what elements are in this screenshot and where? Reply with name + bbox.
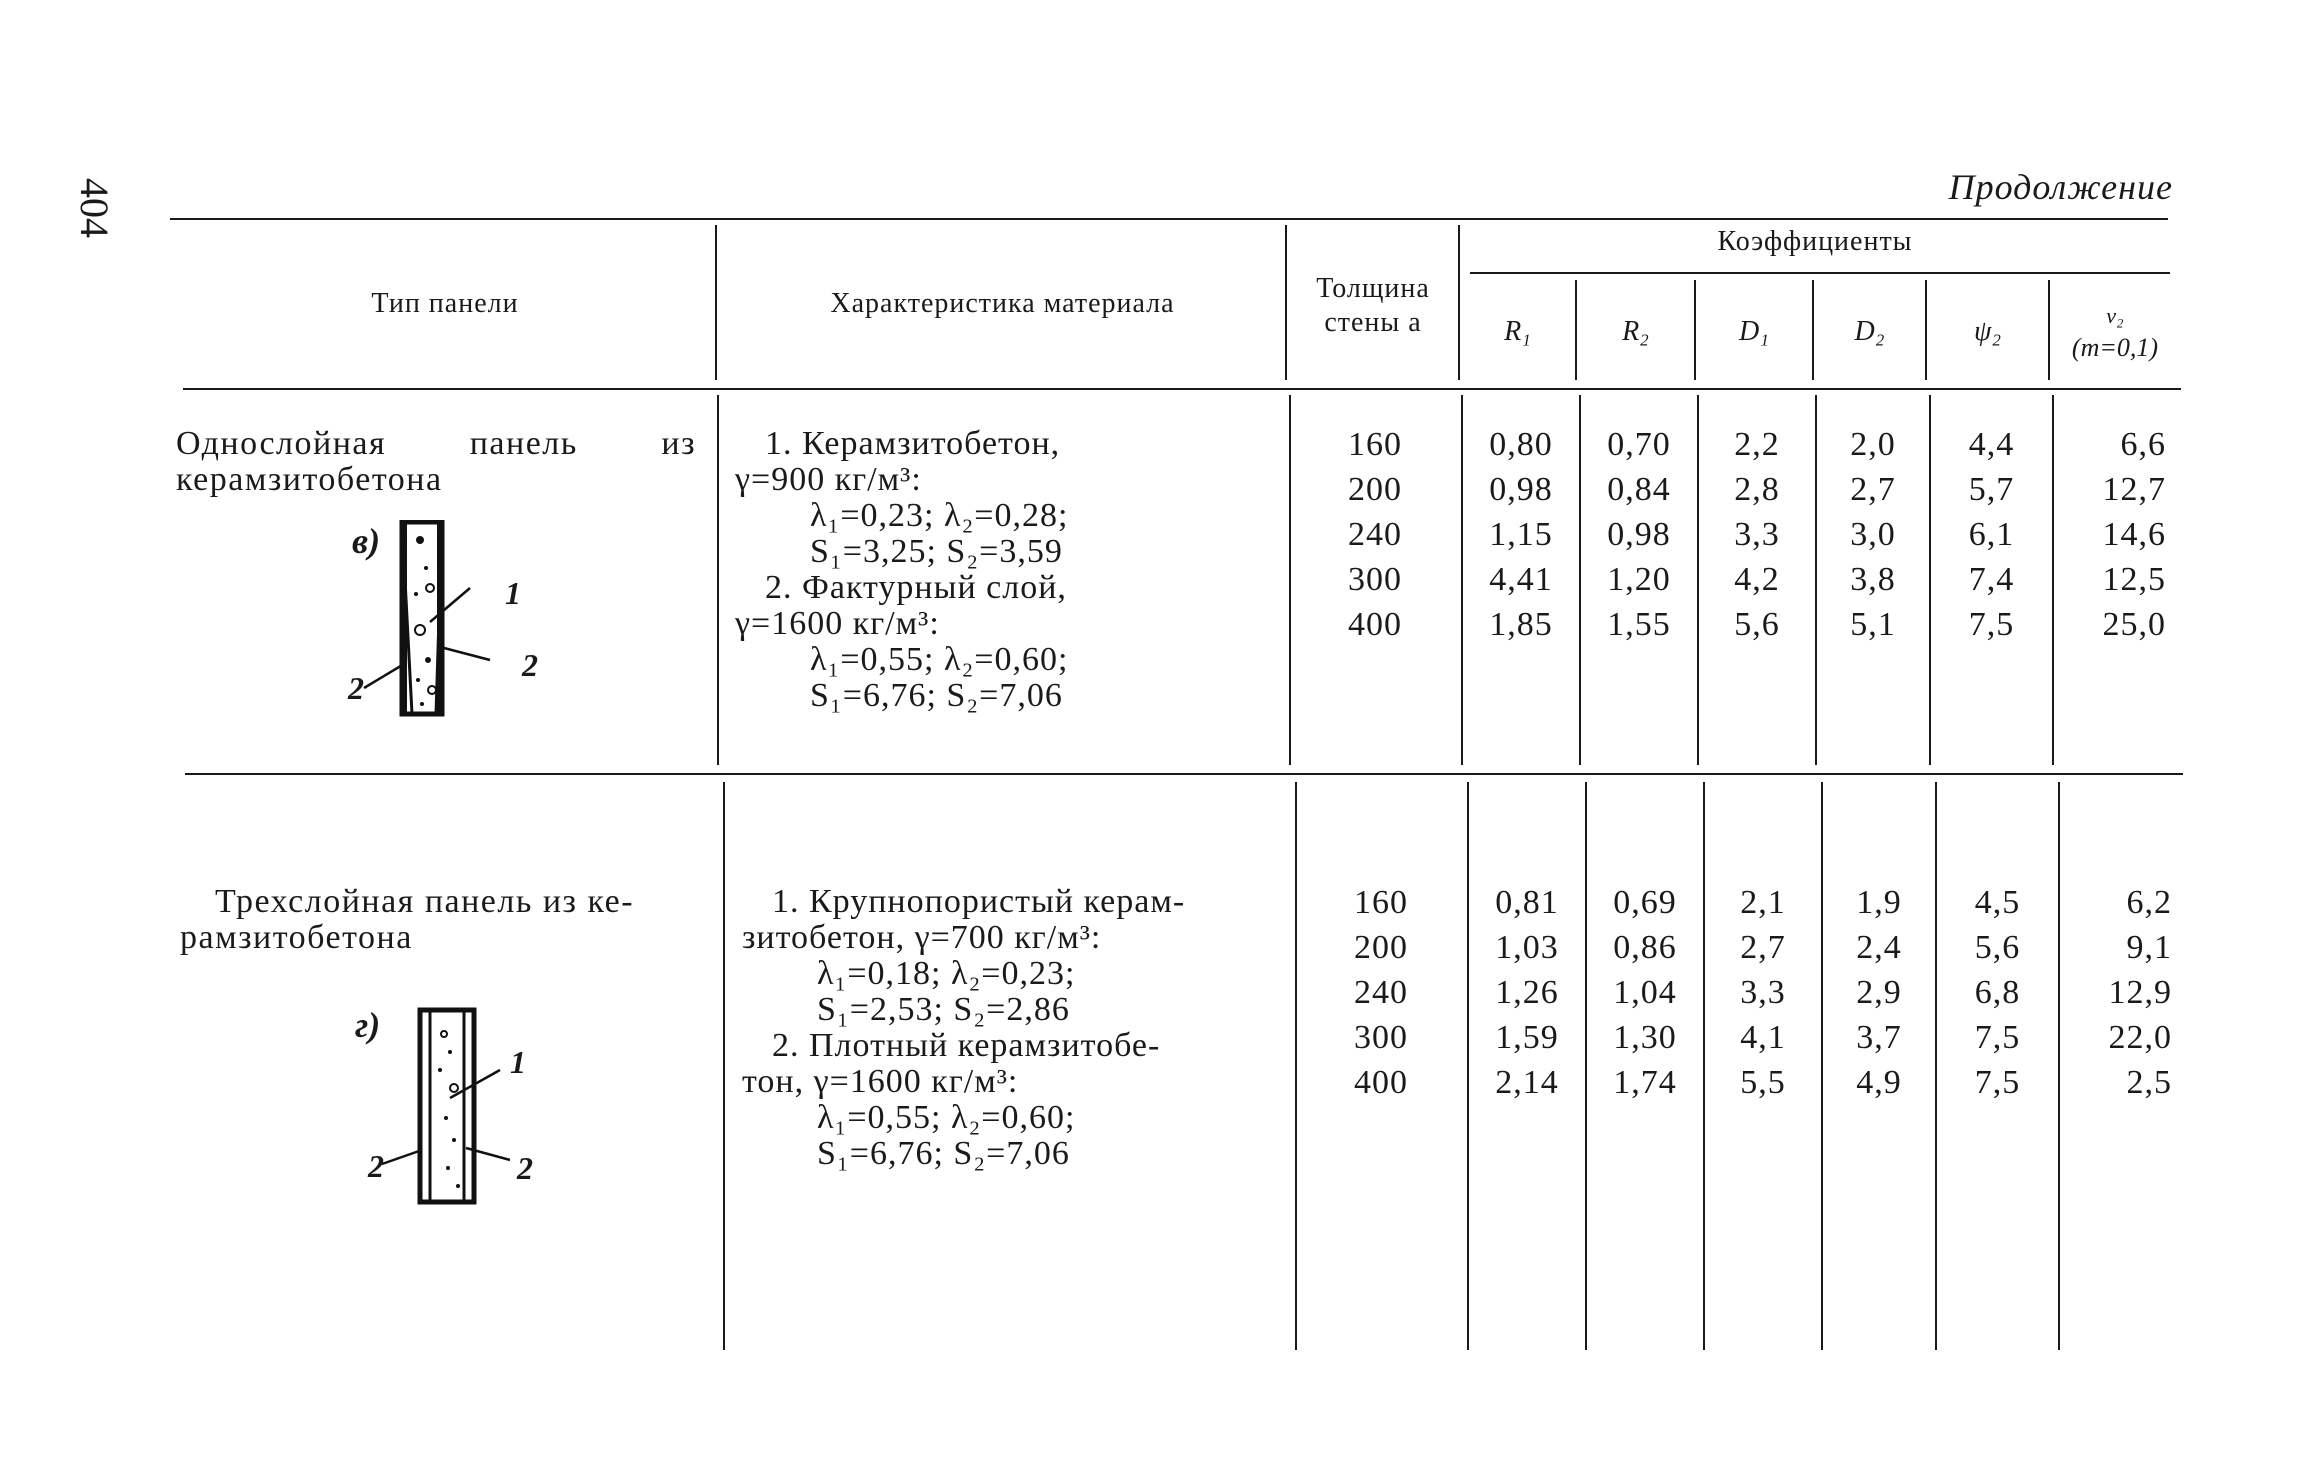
row2-thickness: 160 — [1354, 884, 1408, 921]
header-panel-type: Тип панели — [371, 288, 519, 319]
row2-d1: 2,7 — [1740, 929, 1786, 966]
row1-thickness: 400 — [1348, 606, 1402, 643]
row2-d2: 4,9 — [1856, 1064, 1902, 1101]
row1-thickness-col — [1291, 422, 1459, 647]
row2-thickness: 300 — [1354, 1019, 1408, 1056]
row1-material-line: S₁=6,76; S₂=7,06 — [810, 677, 1063, 714]
row2-d1: 4,1 — [1740, 1019, 1786, 1056]
row1-material-line: 2. Фактурный слой, — [765, 569, 1067, 606]
row1-r2: 0,70 — [1607, 426, 1671, 463]
row1-r2: 1,20 — [1607, 561, 1671, 598]
row2-r1: 0,81 — [1495, 884, 1559, 921]
row2-callout-1: 1 — [510, 1044, 526, 1080]
row1-d2: 3,0 — [1850, 516, 1896, 553]
row1-psi2: 7,5 — [1968, 606, 2015, 643]
header-col-r1: R₁ — [1504, 316, 1531, 347]
row-col-divider — [717, 395, 719, 765]
row2-material-line: S₁=6,76; S₂=7,06 — [817, 1135, 1070, 1172]
row2-material-line: 1. Крупнопористый керам- — [772, 883, 1186, 920]
row1-nu2: 6,6 — [2120, 426, 2166, 463]
row2-thickness: 240 — [1354, 974, 1408, 1011]
row1-material-line: γ=900 кг/м³: — [735, 461, 922, 498]
row1-d1-col — [1699, 422, 1815, 647]
row2-figure-label: г) — [355, 1005, 381, 1045]
table-top-rule — [170, 218, 2168, 220]
row2-callout-2-right: 2 — [517, 1150, 533, 1186]
row1-psi2: 5,7 — [1968, 471, 2015, 508]
row2-material — [742, 884, 1282, 1172]
row1-panel-type — [176, 426, 696, 498]
header-col-psi2: ψ₂ — [1973, 316, 2002, 347]
row1-r1: 0,98 — [1489, 471, 1553, 508]
row2-d2: 2,9 — [1856, 974, 1902, 1011]
row2-d1: 2,1 — [1740, 884, 1786, 921]
row1-panel-section-figure — [340, 520, 540, 720]
header-col-nu2 — [2050, 300, 2180, 364]
row1-r1: 1,85 — [1489, 606, 1553, 643]
row2-r2: 1,04 — [1613, 974, 1677, 1011]
row1-psi2: 4,4 — [1968, 426, 2015, 463]
row2-nu2: 6,2 — [2126, 884, 2172, 921]
row1-panel-type-line2: керамзитобетона — [176, 461, 443, 498]
row2-r2-col — [1587, 880, 1703, 1105]
header-coefficients: Коэффициенты — [1717, 226, 1913, 257]
row2-r1-col — [1469, 880, 1585, 1105]
header-thickness — [1288, 272, 1458, 340]
row1-thickness: 160 — [1348, 426, 1402, 463]
row2-d2: 1,9 — [1856, 884, 1902, 921]
row1-d2-col — [1817, 422, 1929, 647]
row2-nu2: 2,5 — [2126, 1064, 2172, 1101]
row1-material-line: 1. Керамзитобетон, — [765, 425, 1061, 462]
row1-d1: 2,2 — [1734, 426, 1780, 463]
row2-material-line: тон, γ=1600 кг/м³: — [742, 1063, 1019, 1100]
row1-nu2: 12,5 — [2102, 561, 2166, 598]
header-thickness-line2: стены а — [1324, 307, 1422, 338]
row2-d1-col — [1705, 880, 1821, 1105]
row2-callout-2-left: 2 — [368, 1148, 384, 1184]
row1-psi2: 6,1 — [1968, 516, 2015, 553]
header-col-nu2-symbol: ν₂ — [2106, 303, 2124, 328]
row2-psi2: 4,5 — [1974, 884, 2021, 921]
row2-d1: 3,3 — [1740, 974, 1786, 1011]
row1-material-line: λ₁=0,23; λ₂=0,28; — [810, 497, 1069, 534]
row2-psi2-col — [1937, 880, 2058, 1105]
row1-nu2: 14,6 — [2102, 516, 2166, 553]
row2-nu2: 9,1 — [2126, 929, 2172, 966]
header-bottom-rule — [183, 388, 2181, 390]
row1-d1: 3,3 — [1734, 516, 1780, 553]
row1-r1: 1,15 — [1489, 516, 1553, 553]
row2-d1: 5,5 — [1740, 1064, 1786, 1101]
row2-psi2: 7,5 — [1974, 1064, 2021, 1101]
row1-r2: 1,55 — [1607, 606, 1671, 643]
row2-psi2: 5,6 — [1974, 929, 2021, 966]
header-col-nu2-condition: (m=0,1) — [2071, 333, 2159, 362]
row1-r1: 4,41 — [1489, 561, 1553, 598]
row1-callout-2-left: 2 — [348, 670, 364, 706]
row1-material — [735, 426, 1275, 714]
row2-r2: 0,69 — [1613, 884, 1677, 921]
row1-material-line: λ₁=0,55; λ₂=0,60; — [810, 641, 1069, 678]
row2-material-line: 2. Плотный керамзитобе- — [772, 1027, 1161, 1064]
row1-d1: 5,6 — [1734, 606, 1780, 643]
header-col-r2: R₂ — [1622, 316, 1649, 347]
row1-d2: 5,1 — [1850, 606, 1896, 643]
header-col-d2: D₂ — [1854, 316, 1885, 347]
row2-thickness-col — [1297, 880, 1465, 1105]
row1-thickness: 300 — [1348, 561, 1402, 598]
row1-psi2: 7,4 — [1968, 561, 2015, 598]
row1-nu2: 25,0 — [2102, 606, 2166, 643]
header-col-divider — [1285, 225, 1287, 380]
row2-material-line: зитобетон, γ=700 кг/м³: — [742, 919, 1102, 956]
header-material: Характеристика материала — [830, 288, 1175, 319]
header-col-divider — [715, 225, 717, 380]
row1-panel-type-line1: Однослойная панель из — [176, 425, 696, 462]
row2-psi2: 6,8 — [1974, 974, 2021, 1011]
row-col-divider — [723, 782, 725, 1350]
row2-r1: 2,14 — [1495, 1064, 1559, 1101]
coefficients-subrule — [1470, 272, 2170, 274]
row1-r2: 0,98 — [1607, 516, 1671, 553]
row1-d2: 2,7 — [1850, 471, 1896, 508]
row2-r2: 1,30 — [1613, 1019, 1677, 1056]
row2-r1: 1,26 — [1495, 974, 1559, 1011]
header-col-d1: D₁ — [1739, 316, 1769, 347]
row2-d2: 2,4 — [1856, 929, 1902, 966]
row2-thickness: 400 — [1354, 1064, 1408, 1101]
row2-r2: 1,74 — [1613, 1064, 1677, 1101]
row2-nu2: 22,0 — [2108, 1019, 2172, 1056]
row1-r1-col — [1463, 422, 1579, 647]
continuation-label: Продолжение — [1948, 167, 2173, 207]
row2-panel-type-line1: Трехслойная панель из ке- — [215, 883, 635, 920]
row2-panel-type-line2: рамзитобетона — [180, 919, 413, 956]
row2-d2-col — [1823, 880, 1935, 1105]
row1-d2: 3,8 — [1850, 561, 1896, 598]
row1-nu2-col — [2054, 422, 2180, 647]
row1-material-line: S₁=3,25; S₂=3,59 — [810, 533, 1063, 570]
row1-callout-2-right: 2 — [522, 647, 538, 683]
row2-r1: 1,03 — [1495, 929, 1559, 966]
row-separator-rule — [185, 773, 2183, 775]
row1-material-line: γ=1600 кг/м³: — [735, 605, 940, 642]
row2-material-line: λ₁=0,18; λ₂=0,23; — [817, 955, 1076, 992]
header-thickness-line1: Толщина — [1316, 273, 1430, 304]
row1-psi2-col — [1931, 422, 2052, 647]
row1-figure-label: в) — [352, 521, 381, 561]
row1-d1: 2,8 — [1734, 471, 1780, 508]
row1-d2: 2,0 — [1850, 426, 1896, 463]
row1-r2: 0,84 — [1607, 471, 1671, 508]
row2-r2: 0,86 — [1613, 929, 1677, 966]
row2-nu2: 12,9 — [2108, 974, 2172, 1011]
row2-panel-type — [180, 884, 710, 956]
row2-d2: 3,7 — [1856, 1019, 1902, 1056]
row2-nu2-col — [2060, 880, 2180, 1105]
row2-thickness: 200 — [1354, 929, 1408, 966]
row1-nu2: 12,7 — [2102, 471, 2166, 508]
row2-material-line: λ₁=0,55; λ₂=0,60; — [817, 1099, 1076, 1136]
row1-r2-col — [1581, 422, 1697, 647]
row1-d1: 4,2 — [1734, 561, 1780, 598]
row1-thickness: 240 — [1348, 516, 1402, 553]
row2-material-line: S₁=2,53; S₂=2,86 — [817, 991, 1070, 1028]
row2-r1: 1,59 — [1495, 1019, 1559, 1056]
page-number: 404 — [72, 178, 117, 238]
row2-psi2: 7,5 — [1974, 1019, 2021, 1056]
row1-callout-1: 1 — [505, 575, 521, 611]
row1-r1: 0,80 — [1489, 426, 1553, 463]
row1-thickness: 200 — [1348, 471, 1402, 508]
